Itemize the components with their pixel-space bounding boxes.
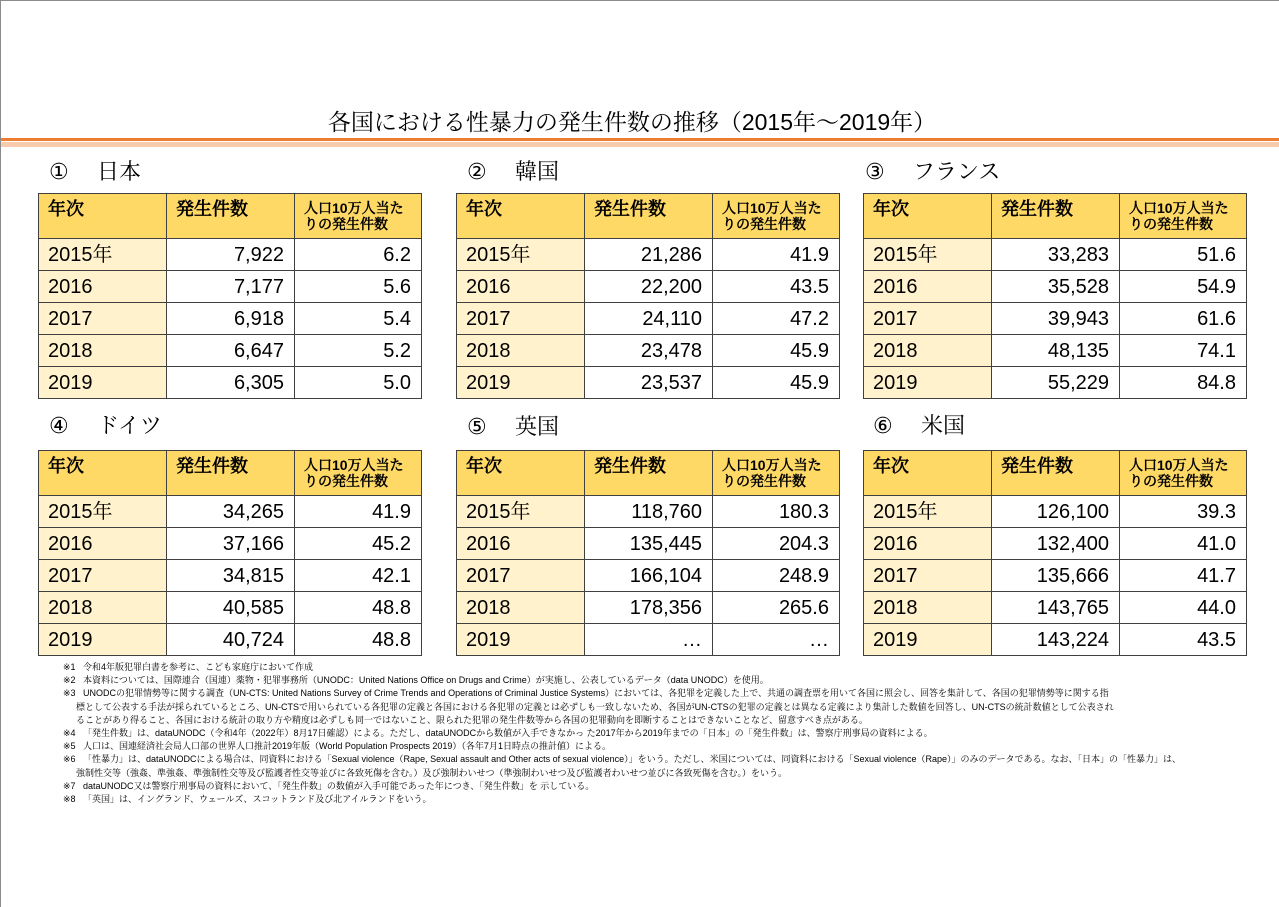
cell-year: 2015年	[457, 239, 585, 271]
section-number: ⑤	[467, 414, 487, 439]
cell-year: 2015年	[39, 239, 167, 271]
header-rate: 人口10万人当たりの発生件数	[713, 451, 840, 496]
header-year: 年次	[864, 451, 992, 496]
cell-rate: 48.8	[295, 624, 422, 656]
footnote-mark: ※7	[63, 780, 76, 791]
header-count: 発生件数	[992, 194, 1120, 239]
footnote-text: 人口は、国連経済社会局人口部の世界人口推計2019年版（World Population Prospects 2019）（各年7月1日時点の推計値）による。	[83, 741, 611, 752]
cell-year: 2017	[864, 303, 992, 335]
header-year: 年次	[457, 194, 585, 239]
cell-rate: 41.7	[1120, 560, 1247, 592]
header-count: 発生件数	[992, 451, 1120, 496]
country-name: 英国	[515, 414, 560, 439]
country-name: 日本	[97, 159, 142, 184]
table-row	[864, 367, 1247, 399]
cell-rate: 42.1	[295, 560, 422, 592]
footnote-3-continued: 標として公表する手法が採られているところ、UN-CTSで用いられている各犯罪の定義と各国における各犯罪の定義とは必ずしも一致しないため、各国がUN-CTSの犯罪の定義とは異なる定義により集計した数値を回答し、UN-CTSの統計数値として公表され	[76, 701, 1114, 712]
footnote-mark: ※5	[63, 741, 76, 752]
title-rule-light	[1, 142, 1279, 147]
cell-count: 118,760	[585, 496, 713, 528]
cell-year: 2017	[457, 560, 585, 592]
header-rate: 人口10万人当たりの発生件数	[295, 194, 422, 239]
cell-year: 2018	[864, 335, 992, 367]
footnote-6-continued: 強制性交等（強姦、準強姦、準強制性交等及び監護者性交等並びに各致死傷を含む。）及び強制わいせつ（準強制わいせつ及び監護者わいせつ並びに各致死傷を含む。）をいう。	[76, 767, 788, 778]
table-row	[39, 367, 422, 399]
table-germany	[38, 450, 422, 656]
cell-year: 2019	[864, 624, 992, 656]
footnote-mark: ※8	[63, 793, 76, 804]
table-row	[457, 271, 840, 303]
table-row	[457, 335, 840, 367]
table-row	[457, 496, 840, 528]
table-header-row	[457, 451, 840, 496]
table-row	[864, 303, 1247, 335]
table-row	[39, 528, 422, 560]
section-heading-korea	[467, 158, 559, 186]
table-row	[864, 624, 1247, 656]
header-count: 発生件数	[585, 194, 713, 239]
footnote-text: 本資料については、国際連合（国連）薬物・犯罪事務所（UNODC：United Nations Office on Drugs and Crime）が実施し、公表しているデータ（data UNODC）を使用。	[83, 675, 769, 686]
cell-count: 143,765	[992, 592, 1120, 624]
cell-rate: 5.4	[295, 303, 422, 335]
cell-count: 135,666	[992, 560, 1120, 592]
table-row	[864, 560, 1247, 592]
title-rule-dark	[1, 138, 1279, 141]
table-header-row	[864, 194, 1247, 239]
cell-year: 2015年	[864, 496, 992, 528]
cell-count: 7,177	[167, 271, 295, 303]
cell-count: 135,445	[585, 528, 713, 560]
cell-rate: 45.9	[713, 335, 840, 367]
cell-year: 2018	[457, 335, 585, 367]
cell-year: 2017	[864, 560, 992, 592]
footnote-mark: ※1	[63, 662, 76, 672]
cell-rate: 84.8	[1120, 367, 1247, 399]
footnote-3	[63, 687, 1263, 700]
table-us	[863, 450, 1247, 656]
section-heading-uk	[467, 413, 559, 441]
cell-count: 34,815	[167, 560, 295, 592]
cell-count: 6,305	[167, 367, 295, 399]
cell-count: 126,100	[992, 496, 1120, 528]
cell-rate: 44.0	[1120, 592, 1247, 624]
cell-year: 2017	[39, 560, 167, 592]
cell-rate: 54.9	[1120, 271, 1247, 303]
cell-count: 6,918	[167, 303, 295, 335]
table-row	[457, 624, 840, 656]
country-name: ドイツ	[97, 413, 162, 438]
table-row	[864, 592, 1247, 624]
cell-rate: 61.6	[1120, 303, 1247, 335]
header-rate: 人口10万人当たりの発生件数	[713, 194, 840, 239]
header-year: 年次	[864, 194, 992, 239]
cell-count: 24,110	[585, 303, 713, 335]
cell-rate: 41.0	[1120, 528, 1247, 560]
cell-rate: 74.1	[1120, 335, 1247, 367]
footnote-mark: ※3	[63, 688, 76, 699]
table-row	[457, 303, 840, 335]
country-name: 韓国	[515, 159, 560, 184]
table-row	[457, 560, 840, 592]
country-name: 米国	[921, 413, 966, 438]
table-row	[39, 560, 422, 592]
cell-year: 2016	[457, 271, 585, 303]
cell-count: 21,286	[585, 239, 713, 271]
table-row	[864, 528, 1247, 560]
cell-year: 2016	[39, 528, 167, 560]
section-number: ①	[49, 159, 69, 184]
cell-count: 40,585	[167, 592, 295, 624]
cell-count: 178,356	[585, 592, 713, 624]
cell-year: 2019	[457, 624, 585, 656]
section-heading-us	[873, 412, 965, 440]
table-row	[39, 335, 422, 367]
cell-count: 166,104	[585, 560, 713, 592]
table-row	[864, 335, 1247, 367]
cell-year: 2017	[39, 303, 167, 335]
cell-count: 55,229	[992, 367, 1120, 399]
footnote-text: dataUNODC又は警察庁刑事局の資料において、「発生件数」の数値が入手可能であった年につき、「発生件数」を 示している。	[83, 780, 595, 791]
cell-year: 2016	[457, 528, 585, 560]
cell-count: 132,400	[992, 528, 1120, 560]
cell-rate: 48.8	[295, 592, 422, 624]
footnote-2	[63, 674, 1263, 687]
cell-count: …	[585, 624, 713, 656]
header-count: 発生件数	[585, 451, 713, 496]
cell-rate: 248.9	[713, 560, 840, 592]
table-row	[457, 528, 840, 560]
cell-year: 2018	[39, 592, 167, 624]
table-row	[39, 239, 422, 271]
cell-year: 2019	[39, 624, 167, 656]
footnote-4	[63, 727, 1263, 740]
country-name: フランス	[913, 159, 1001, 184]
footnote-1	[63, 661, 1263, 674]
cell-count: 34,265	[167, 496, 295, 528]
table-row	[864, 271, 1247, 303]
cell-year: 2018	[39, 335, 167, 367]
section-number: ⑥	[873, 413, 893, 438]
cell-count: 23,478	[585, 335, 713, 367]
header-year: 年次	[39, 194, 167, 239]
cell-year: 2016	[864, 271, 992, 303]
cell-rate: 39.3	[1120, 496, 1247, 528]
cell-rate: …	[713, 624, 840, 656]
cell-count: 23,537	[585, 367, 713, 399]
table-header-row	[457, 194, 840, 239]
footnote-3-continued: ることがあり得ること、各国における統計の取り方や精度は必ずしも同一ではないこと、限られた犯罪の発生件数等から各国の犯罪動向を即断することはできないことなど、留意すべき点がある。	[76, 714, 868, 725]
header-rate: 人口10万人当たりの発生件数	[295, 451, 422, 496]
cell-count: 35,528	[992, 271, 1120, 303]
table-japan	[38, 193, 422, 399]
cell-count: 33,283	[992, 239, 1120, 271]
cell-year: 2019	[39, 367, 167, 399]
footnote-8	[63, 793, 1263, 806]
header-rate: 人口10万人当たりの発生件数	[1120, 194, 1247, 239]
cell-count: 37,166	[167, 528, 295, 560]
cell-rate: 5.0	[295, 367, 422, 399]
footnote-text: 「性暴力」は、dataUNODCによる場合は、同資料における「Sexual violence（Rape, Sexual assault and Other acts of sexual violence）」をいう。ただし、米国については、同資料における「Sexual violence（Rape）」のみのデータである。なお、「日本」の「性暴力」は、	[83, 754, 1182, 765]
header-count: 発生件数	[167, 194, 295, 239]
cell-year: 2018	[457, 592, 585, 624]
cell-rate: 47.2	[713, 303, 840, 335]
footnote-5	[63, 740, 1263, 753]
table-row	[864, 239, 1247, 271]
table-header-row	[39, 194, 422, 239]
section-heading-japan	[49, 158, 141, 186]
cell-count: 6,647	[167, 335, 295, 367]
cell-year: 2015年	[39, 496, 167, 528]
table-row	[39, 303, 422, 335]
cell-year: 2018	[864, 592, 992, 624]
table-uk	[456, 450, 840, 656]
cell-rate: 204.3	[713, 528, 840, 560]
footnote-text: UNODCの犯罪情勢等に関する調査（UN-CTS: United Nations Survey of Crime Trends and Operations of Criminal Justice Systems）においては、各犯罪を定義した上で、共通の調査票を用いて各国に照会し、回答を集計して、各国の犯罪情勢等に関する指	[83, 688, 1109, 699]
cell-rate: 45.2	[295, 528, 422, 560]
cell-count: 40,724	[167, 624, 295, 656]
table-header-row	[864, 451, 1247, 496]
section-number: ④	[49, 413, 69, 438]
cell-count: 39,943	[992, 303, 1120, 335]
cell-rate: 180.3	[713, 496, 840, 528]
cell-year: 2015年	[457, 496, 585, 528]
section-number: ③	[865, 159, 885, 184]
cell-count: 22,200	[585, 271, 713, 303]
cell-count: 143,224	[992, 624, 1120, 656]
cell-year: 2016	[864, 528, 992, 560]
table-row	[457, 592, 840, 624]
table-row	[457, 367, 840, 399]
cell-rate: 43.5	[1120, 624, 1247, 656]
table-row	[39, 624, 422, 656]
cell-rate: 51.6	[1120, 239, 1247, 271]
cell-year: 2019	[457, 367, 585, 399]
table-row	[39, 592, 422, 624]
cell-rate: 43.5	[713, 271, 840, 303]
cell-rate: 41.9	[713, 239, 840, 271]
cell-year: 2017	[457, 303, 585, 335]
header-count: 発生件数	[167, 451, 295, 496]
page-title: 各国における性暴力の発生件数の推移（2015年～2019年）	[327, 109, 937, 135]
cell-rate: 45.9	[713, 367, 840, 399]
cell-rate: 5.6	[295, 271, 422, 303]
header-year: 年次	[39, 451, 167, 496]
header-rate: 人口10万人当たりの発生件数	[1120, 451, 1247, 496]
cell-year: 2016	[39, 271, 167, 303]
table-row	[39, 496, 422, 528]
footnote-text: 「発生件数」は、dataUNODC（令和4年（2022年）8月17日確認）による。ただし、dataUNODCから数値が入手できなかっ た2017年から2019年までの「日本」の「発生件数」は、警察庁刑事局の資料による。	[83, 727, 933, 738]
table-korea	[456, 193, 840, 399]
footnote-7	[63, 780, 1263, 793]
footnote-6	[63, 753, 1263, 766]
footnote-mark: ※4	[63, 727, 76, 738]
table-row	[457, 239, 840, 271]
footnote-mark: ※2	[63, 675, 76, 686]
section-number: ②	[467, 159, 487, 184]
table-row	[39, 271, 422, 303]
table-row	[864, 496, 1247, 528]
table-header-row	[39, 451, 422, 496]
cell-rate: 265.6	[713, 592, 840, 624]
cell-count: 7,922	[167, 239, 295, 271]
cell-count: 48,135	[992, 335, 1120, 367]
footnote-text: 「英国」は、イングランド、ウェールズ、スコットランド及び北アイルランドをいう。	[83, 793, 432, 804]
footnote-mark: ※6	[63, 754, 76, 765]
footnotes	[63, 661, 1263, 806]
footnote-text: 令和4年版犯罪白書を参考に、こども家庭庁において作成	[83, 662, 314, 672]
cell-rate: 6.2	[295, 239, 422, 271]
cell-year: 2019	[864, 367, 992, 399]
table-france	[863, 193, 1247, 399]
section-heading-germany	[49, 412, 162, 440]
cell-rate: 41.9	[295, 496, 422, 528]
header-year: 年次	[457, 451, 585, 496]
cell-rate: 5.2	[295, 335, 422, 367]
cell-year: 2015年	[864, 239, 992, 271]
section-heading-france	[865, 158, 1000, 186]
